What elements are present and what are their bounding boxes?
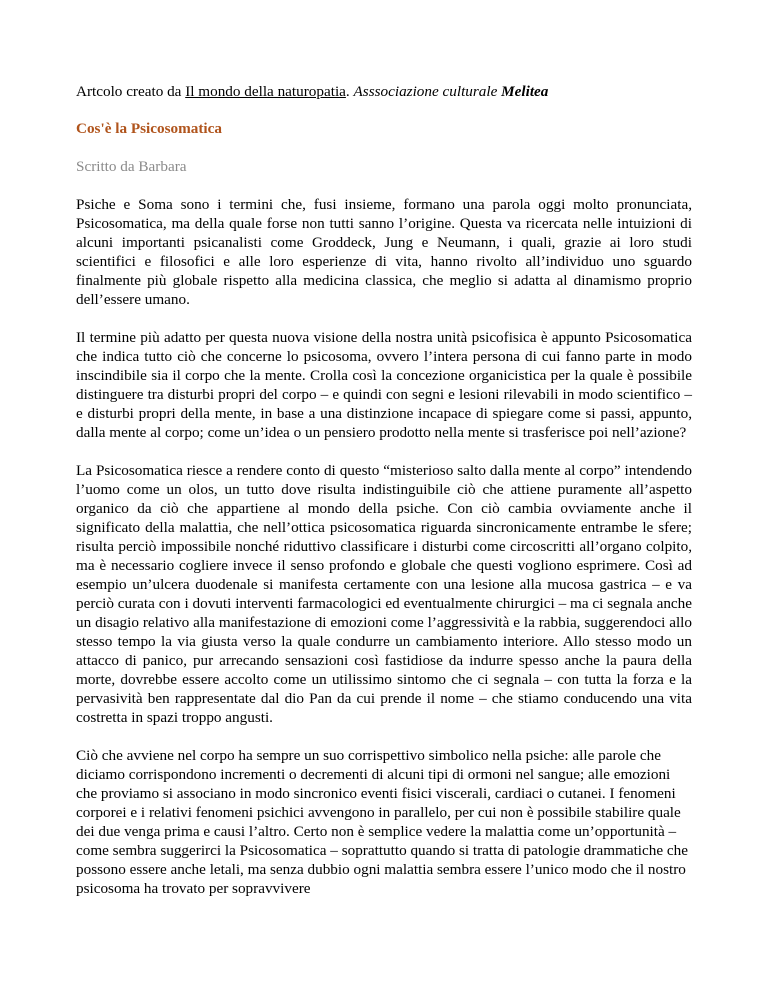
source-link[interactable]: Il mondo della naturopatia xyxy=(185,83,346,100)
paragraph-1: Psiche e Soma sono i termini che, fusi insieme, formano una parola oggi molto pronunciata, Psicosomatica, ma della quale forse non tutti sanno l’origine. Questa va ricercata nelle intuizioni di alcuni importanti psicanalisti come Groddeck, Jung e Neumann, i quali, grazie ai loro studi scientifici e filosofici e alle loro esperienze di vita, hanno rivolto all’individuo uno sguardo finalmente più globale rispetto alla medicina classica, che meglio si adatta al dinamismo proprio dell’essere umano. xyxy=(76,196,692,308)
paragraph-4: Ciò che avviene nel corpo ha sempre un suo corrispettivo simbolico nella psiche: alle parole che diciamo corrispondono incrementi o decrementi di alcuni tipi di ormoni nel sangue; alle emozioni che proviamo si associano in modo sincronico eventi fisici viscerali, cardiaci o cutanei. I fenomeni corporei e i relativi fenomeni psichici avvengono in parallelo, per cui non è possibile stabilire quale dei due venga prima e causi l’altro. Certo non è semplice vedere la malattia come un’opportunità – come sembra suggerirci la Psicosomatica – soprattutto quando si tratta di patologie drammatiche che possono essere anche letali, ma senza dubbio ogni malattia sembra essere l’unico modo che il nostro psicosoma ha trovato per sopravvivere xyxy=(76,747,688,897)
article-author: Scritto da Barbara xyxy=(76,158,187,175)
document-page xyxy=(76,82,692,917)
credit-prefix: Artcolo creato da xyxy=(76,83,186,100)
association-label: Asssociazione culturale xyxy=(353,83,502,100)
association-brand: Melitea xyxy=(501,83,549,100)
paragraph-2: Il termine più adatto per questa nuova visione della nostra unità psicofisica è appunto Psicosomatica che indica tutto ciò che concerne lo psicosoma, ovvero l’intera persona di cui fanno parte in modo inscindibile sia il corpo che la mente. Crolla così la concezione organicistica per la quale è possibile distinguere tra disturbi propri del corpo – e quindi con segni e lesioni rilevabili in modo scientifico – e disturbi propri della mente, in base a una distinzione incapace di spiegare come si passi, appunto, dalla mente al corpo; come un’idea o un pensiero prodotto nella mente si trasferisce poi nell’azione? xyxy=(76,329,692,441)
credit-separator: . xyxy=(345,83,354,100)
article-credit xyxy=(76,82,692,101)
article-title: Cos'è la Psicosomatica xyxy=(76,120,222,137)
paragraph-3: La Psicosomatica riesce a rendere conto di questo “misterioso salto dalla mente al corpo” intendendo l’uomo come un olos, un tutto dove risulta indistinguibile ciò che attiene puramente all’aspetto organico da ciò che appartiene al mondo della psiche. Con ciò cambia ovviamente anche il significato della malattia, che nell’ottica psicosomatica riguarda sincronicamente entrambe le sfere; risulta perciò impossibile nonché riduttivo classificare i disturbi come circoscritti all’organo colpito, ma è necessario cogliere invece il senso profondo e globale che questi vogliono esprimere. Così ad esempio un’ulcera duodenale si manifesta certamente con una lesione alla mucosa gastrica – e va perciò curata con i dovuti interventi farmacologici ed eventualmente chirurgici – ma ci segnala anche un disagio relativo alla manifestazione di emozioni come l’aggressività e la rabbia, suggerendoci allo stesso tempo la via giusta verso la quale condurre un cambiamento interiore. Allo stesso modo un attacco di panico, pur arrecando sensazioni così fastidiose da indurre spesso anche la paura della morte, dovrebbe essere accolto come un utilissimo sintomo che ci segnala – con tutta la forza e la pervasività ben rappresentate dal dio Pan da cui prende il nome – che stiamo conducendo una vita costretta in spazi troppo angusti. xyxy=(76,462,692,726)
